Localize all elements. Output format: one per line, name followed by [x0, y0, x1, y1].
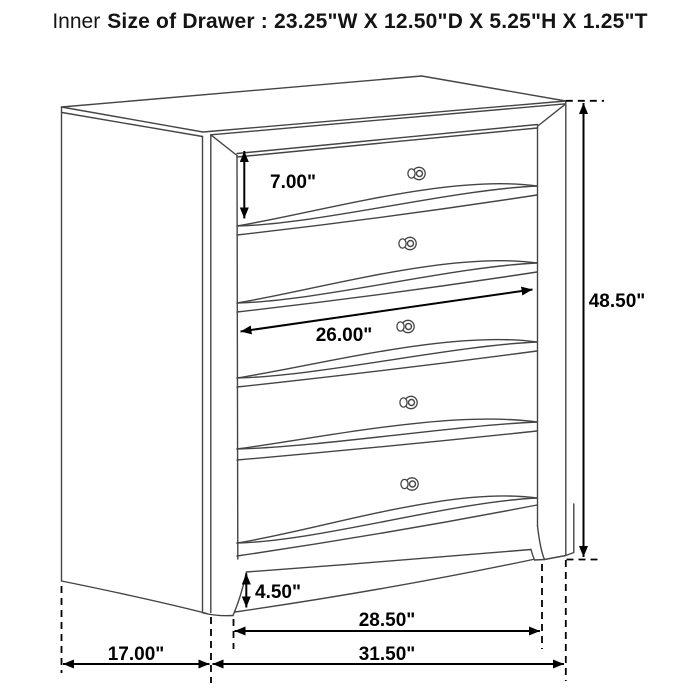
gap4-upper-curve	[237, 419, 537, 449]
knob-drawer-3	[397, 320, 414, 332]
gap3-base-line	[237, 351, 537, 387]
left-foot-bottom	[203, 613, 233, 616]
knob-stem	[399, 239, 406, 248]
knob-stem	[400, 398, 407, 407]
drawer-bay-left-edge	[237, 156, 238, 560]
knob-drawer-5	[401, 478, 418, 490]
top-face	[62, 76, 566, 132]
label-feet-span-width: 28.50"	[358, 610, 416, 631]
bottom-rail	[237, 496, 537, 556]
gap2-lower-curve	[237, 263, 537, 303]
drawer-gap-2	[237, 261, 537, 312]
gap2-base-line	[237, 272, 537, 312]
right-foot	[531, 526, 545, 560]
knob-stem	[401, 479, 408, 488]
drawer-gap-3	[237, 340, 537, 387]
label-overall-width: 31.50"	[358, 644, 416, 665]
knob-drawer-2	[399, 237, 416, 249]
bottom-rail-lower-curve	[237, 498, 537, 543]
front-left-chamfer	[211, 135, 237, 156]
label-side-depth: 17.00"	[107, 644, 165, 665]
side-bottom-edge	[62, 581, 208, 614]
front-right-chamfer	[538, 104, 566, 126]
drawer-gap-4	[237, 419, 537, 460]
title-text: Size of Drawer : 23.25"W X 12.50"D X 5.25"H X 1.25"T	[107, 10, 648, 33]
arrow-drawer-opening-width	[241, 290, 533, 332]
top-rail-lower-line	[237, 128, 538, 157]
title-prefix: Inner	[52, 10, 101, 33]
label-drawer-face-height: 7.00"	[270, 172, 316, 193]
right-rear-foot-edge	[566, 504, 574, 556]
label-overall-height: 48.50"	[588, 291, 646, 312]
knob-stem	[408, 169, 415, 178]
right-bottom-edge	[545, 556, 566, 560]
top-rim-side	[62, 113, 203, 137]
knob-stem	[397, 322, 404, 331]
drawer-knobs	[397, 167, 425, 490]
knob-drawer-1	[408, 167, 425, 179]
label-foot-height: 4.50"	[255, 582, 301, 603]
bottom-rail-base-line	[237, 505, 537, 556]
gap3-lower-curve	[237, 342, 537, 378]
gap1-base-line	[237, 195, 537, 235]
gap4-base-line	[237, 431, 537, 460]
dimension-annotations	[62, 101, 646, 683]
label-drawer-opening-width: 26.00"	[315, 325, 373, 346]
left-foot-right-edge	[233, 572, 247, 616]
knob-drawer-4	[400, 396, 417, 408]
